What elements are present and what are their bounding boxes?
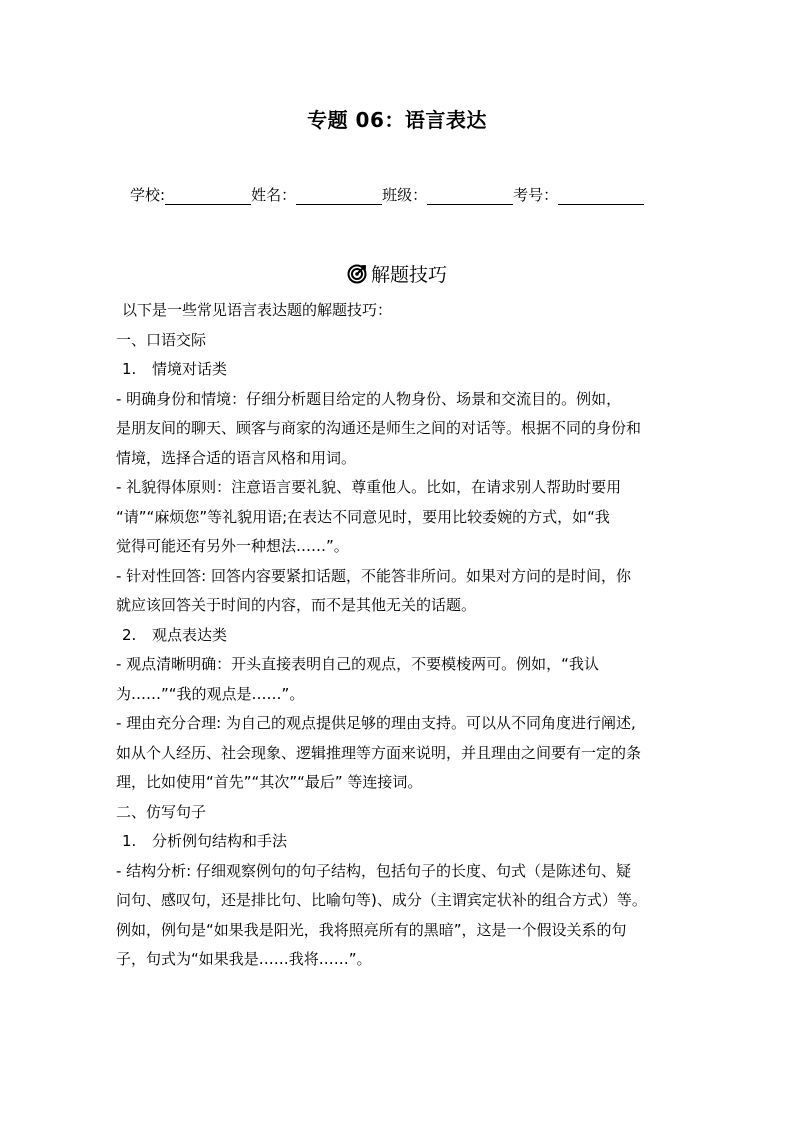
paragraph-line: 就应该回答关于时间的内容，而不是其他无关的话题。 <box>116 596 477 614</box>
subheading-number: 2. <box>122 625 137 644</box>
school-label: 学校: <box>130 186 166 204</box>
target-icon <box>347 264 367 284</box>
name-label: 姓名： <box>251 186 297 204</box>
page-title: 专题 06：语言表达 <box>307 108 487 132</box>
subheading-dialogue <box>116 355 686 385</box>
paragraph-line: 如从个人经历、社会现象、逻辑推理等方面来说明，并且理由之间要有一定的条 <box>116 743 642 762</box>
paragraph-line: “请”“麻烦您”等礼貌用语;在表达不同意见时，要用比较委婉的方式，如“我 <box>116 507 610 526</box>
paragraph-line: - 针对性回答: 回答内容要紧扣话题，不能答非所问。如果对方问的是时间，你 <box>116 566 632 585</box>
paragraph-line: - 礼貌得体原则：注意语言要礼貌、尊重他人。比如，在请求别人帮助时要用 <box>116 478 622 496</box>
body-text <box>116 296 686 975</box>
subheading-text: 情境对话类 <box>152 360 228 378</box>
class-label: 班级： <box>382 186 428 204</box>
paragraph-line: - 理由充分合理: 为自己的观点提供足够的理由支持。可以从不同角度进行阐述, <box>116 714 636 732</box>
paragraph-line: - 明确身份和情境：仔细分析题目给定的人物身份、场景和交流目的。例如， <box>116 389 622 408</box>
heading-oral: 一、口语交际 <box>116 330 207 349</box>
paragraph-line: 情境，选择合适的语言风格和用词。 <box>116 448 357 467</box>
student-info-line <box>130 184 644 205</box>
heading-imitation: 二、仿写句子 <box>116 802 207 821</box>
subheading-text: 观点表达类 <box>152 625 228 644</box>
subheading-analysis <box>116 827 686 857</box>
school-blank[interactable] <box>165 187 251 205</box>
paragraph-line: 理，比如使用“首先”“其次”“最后” 等连接词。 <box>116 773 423 791</box>
intro-line: 以下是一些常见语言表达题的解题技巧： <box>122 301 393 319</box>
paragraph-line: 例如，例句是“如果我是阳光，我将照亮所有的黑暗”，这是一个假设关系的句 <box>116 920 627 939</box>
paragraph-line: 觉得可能还有另外一种想法……”。 <box>116 537 349 555</box>
exam-no-label: 考号： <box>513 186 559 204</box>
subheading-number: 1. <box>122 832 137 850</box>
paragraph-line: 子，句式为“如果我是……我将……”。 <box>116 950 372 968</box>
subheading-text: 分析例句结构和手法 <box>152 832 288 850</box>
section-heading <box>0 260 794 287</box>
section-title: 解题技巧 <box>370 264 447 286</box>
subheading-number: 1. <box>122 360 137 378</box>
class-blank[interactable] <box>427 187 513 205</box>
paragraph-line: 是朋友间的聊天、顾客与商家的沟通还是师生之间的对话等。根据不同的身份和 <box>116 419 642 437</box>
subheading-viewpoint <box>116 621 686 651</box>
paragraph-line: - 观点清晰明确：开头直接表明自己的观点，不要模棱两可。例如，“我认 <box>116 655 599 673</box>
paragraph-line: 问句、感叹句，还是排比句、比喻句等)、成分（主谓宾定状补的组合方式）等。 <box>116 891 647 909</box>
paragraph-line: 为……”“我的观点是……”。 <box>116 684 305 703</box>
paragraph-line: - 结构分析: 仔细观察例句的句子结构，包括句子的长度、句式（是陈述句、疑 <box>116 861 632 880</box>
name-blank[interactable] <box>296 187 382 205</box>
exam-no-blank[interactable] <box>558 187 644 205</box>
